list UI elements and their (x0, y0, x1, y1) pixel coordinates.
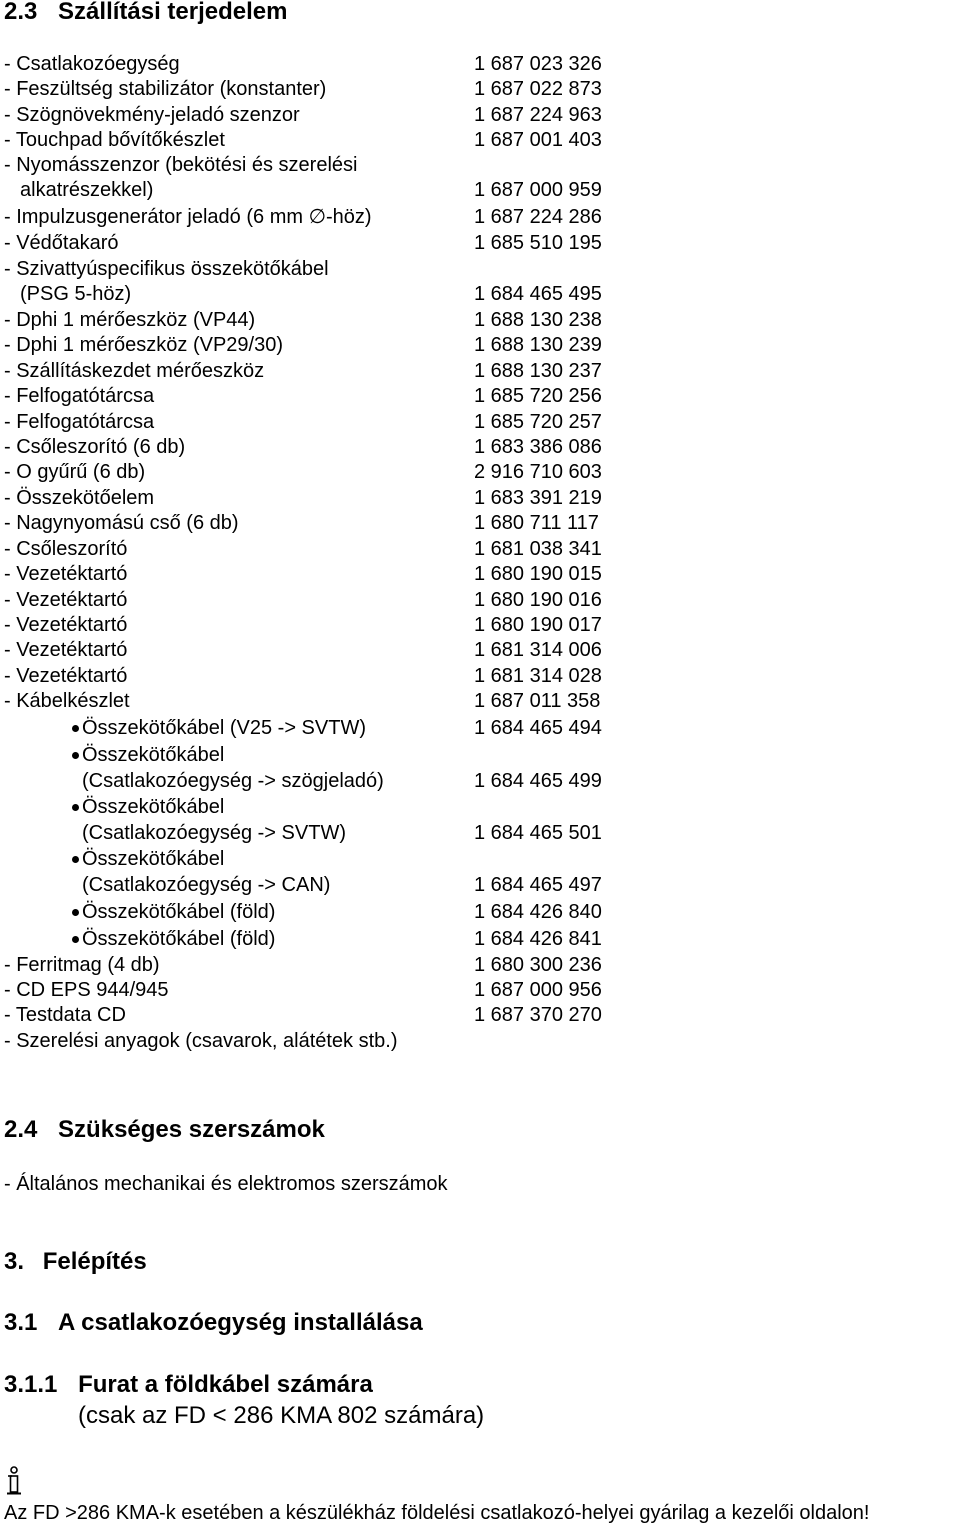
list-item: - Szivattyúspecifikus összekötőkábel (4, 258, 329, 280)
list-item: - Dphi 1 mérőeszköz (VP29/30) 1 688 130 239 (4, 334, 602, 356)
list-item: - Touchpad bővítőkészlet 1 687 001 403 (4, 129, 602, 151)
list-item: - Felfogatótárcsa 1 685 720 257 (4, 411, 602, 433)
bullet-icon (72, 804, 79, 811)
list-item-bullet: Összekötőkábel (föld) 1 684 426 841 (4, 926, 644, 952)
bullet-icon (72, 936, 79, 943)
bullet-icon (72, 725, 79, 732)
list-item: - Feszültség stabilizátor (konstanter) 1 687 022 873 (4, 78, 602, 100)
heading-subtitle: (csak az FD < 286 KMA 802 számára) (78, 1402, 485, 1429)
heading-number: 2.4 (4, 1116, 38, 1143)
heading-title: Szükséges szerszámok (58, 1116, 325, 1143)
list-item: (PSG 5-höz) 1 684 465 495 (20, 283, 602, 305)
list-item: - Vezetéktartó 1 680 190 016 (4, 589, 602, 611)
bullet-icon (72, 909, 79, 916)
note-text: Az FD >286 KMA-k esetében a készülékház földelési csatlakozó-helyei gyárilag a kezelői oldalon! (4, 1502, 870, 1524)
list-item: - Vezetéktartó 1 680 190 017 (4, 614, 602, 636)
list-item-bullet: Összekötőkábel (4, 846, 644, 872)
list-item: - Szögnövekmény-jeladó szenzor 1 687 224 963 (4, 104, 602, 126)
list-item: - Vezetéktartó 1 681 314 006 (4, 639, 602, 661)
list-item: - Ferritmag (4 db) 1 680 300 236 (4, 954, 602, 976)
section-heading-2-3 (4, 0, 288, 26)
list-item: - Nagynyomású cső (6 db) 1 680 711 117 (4, 512, 599, 534)
heading-number: 3. (4, 1248, 25, 1275)
list-item: - Vezetéktartó 1 681 314 028 (4, 665, 602, 687)
list-item-bullet: Összekötőkábel (V25 -> SVTW) 1 684 465 494 (4, 715, 644, 741)
heading-number: 2.3 (4, 0, 38, 25)
tools-line: - Általános mechanikai és elektromos szerszámok (4, 1173, 448, 1195)
list-item: - Védőtakaró 1 685 510 195 (4, 232, 602, 254)
list-item: (Csatlakozóegység -> CAN) 1 684 465 497 (82, 874, 602, 896)
section-heading-3-1-1 (4, 1371, 373, 1399)
list-item: - O gyűrű (6 db) 2 916 710 603 (4, 461, 602, 483)
list-item: - Impulzusgenerátor jeladó (6 mm ∅-höz) 1 687 224 286 (4, 206, 602, 228)
heading-title: Felépítés (42, 1248, 147, 1275)
heading-title: A csatlakozóegység installálása (58, 1309, 423, 1336)
list-item: - Vezetéktartó 1 680 190 015 (4, 563, 602, 585)
list-item-bullet: Összekötőkábel (4, 794, 644, 820)
list-item: - Csőleszorító 1 681 038 341 (4, 538, 602, 560)
list-item: - CD EPS 944/945 1 687 000 956 (4, 979, 602, 1001)
bullet-icon (72, 856, 79, 863)
list-item: alkatrészekkel) 1 687 000 959 (20, 179, 602, 201)
list-item: - Dphi 1 mérőeszköz (VP44) 1 688 130 238 (4, 309, 602, 331)
list-item: - Kábelkészlet 1 687 011 358 (4, 690, 601, 712)
bullet-icon (72, 752, 79, 759)
list-item: - Szerelési anyagok (csavarok, alátétek stb.) (4, 1030, 398, 1052)
section-heading-3-1 (4, 1309, 423, 1337)
heading-number: 3.1.1 (4, 1371, 58, 1398)
list-item: (Csatlakozóegység -> SVTW) 1 684 465 501 (82, 822, 602, 844)
section-heading-2-4 (4, 1116, 325, 1144)
section-heading-3 (4, 1248, 147, 1276)
list-item: (Csatlakozóegység -> szögjeladó) 1 684 465 499 (82, 770, 602, 792)
list-item: - Nyomásszenzor (bekötési és szerelési (4, 154, 358, 176)
list-item: - Csatlakozóegység 1 687 023 326 (4, 53, 602, 75)
list-item: - Csőleszorító (6 db) 1 683 386 086 (4, 436, 602, 458)
list-item: - Testdata CD 1 687 370 270 (4, 1004, 602, 1026)
list-item: - Összekötőelem 1 683 391 219 (4, 487, 602, 509)
list-item: - Felfogatótárcsa 1 685 720 256 (4, 385, 602, 407)
list-item-bullet: Összekötőkábel (4, 742, 644, 768)
heading-number: 3.1 (4, 1309, 38, 1336)
heading-title: Furat a földkábel számára (78, 1371, 373, 1398)
list-item-bullet: Összekötőkábel (föld) 1 684 426 840 (4, 899, 644, 925)
heading-title: Szállítási terjedelem (58, 0, 288, 25)
info-icon (6, 1466, 24, 1496)
list-item: - Szállításkezdet mérőeszköz 1 688 130 237 (4, 360, 602, 382)
